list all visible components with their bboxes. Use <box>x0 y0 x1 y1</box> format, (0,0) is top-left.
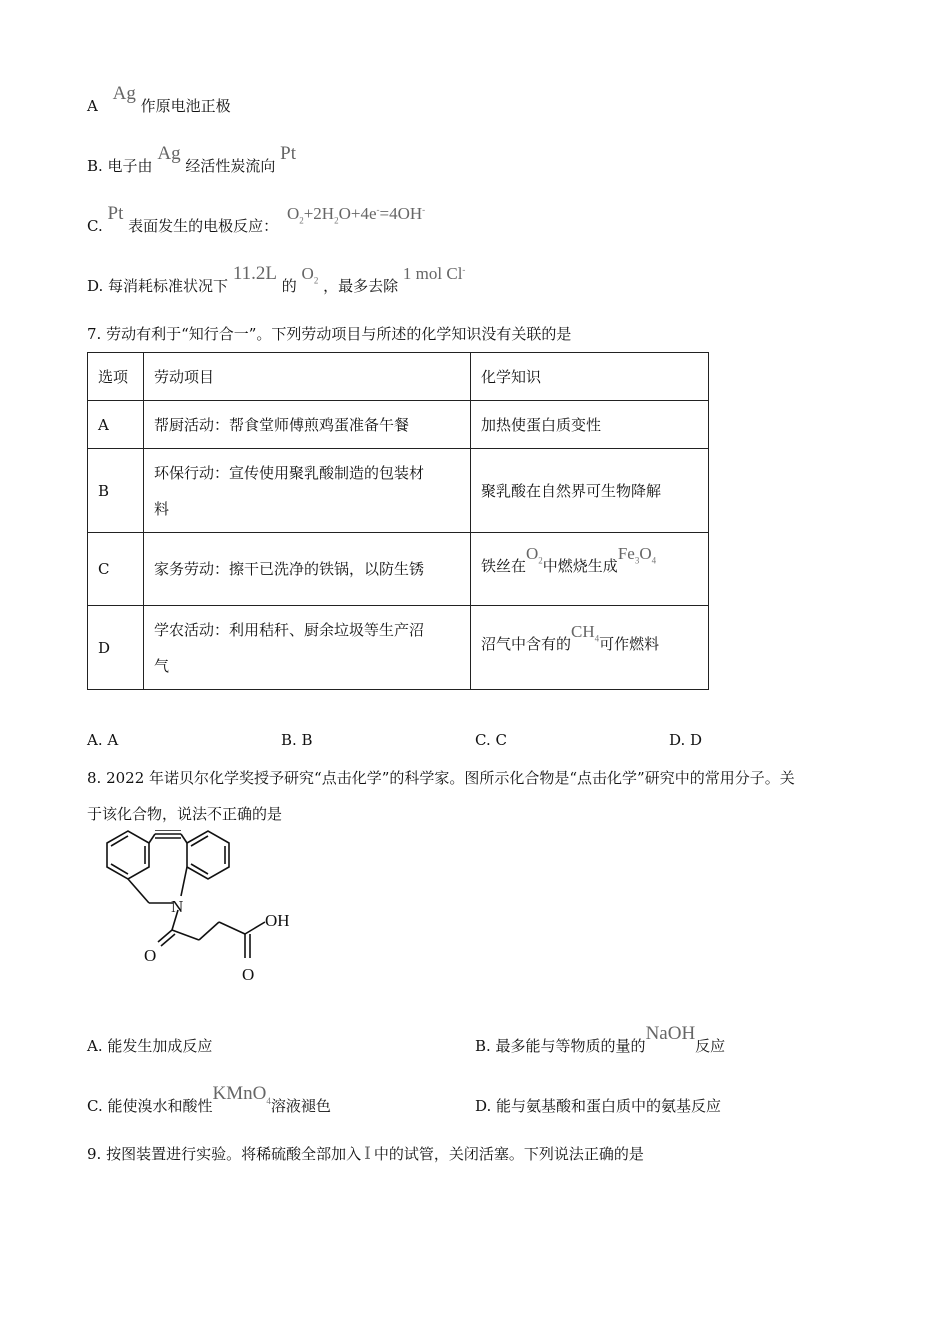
q8-option-b: B. 最多能与等物质的量的NaOH反应 <box>475 1023 726 1055</box>
q8-option-d: D. 能与氨基酸和蛋白质中的氨基反应 <box>475 1097 722 1115</box>
table-row: B 环保行动：宣传使用聚乳酸制造的包装材 料 聚乳酸在自然界可生物降解 <box>88 449 709 533</box>
q6-option-d: D. 每消耗标准状况下 11.2L 的 $O_2$ ，最多去除 1 mol Cl- <box>87 263 466 295</box>
ag-formula: Ag <box>112 83 136 104</box>
o2-formula: $O_2$ <box>301 264 319 286</box>
oxygen-label: O <box>242 965 255 984</box>
q6-option-c: C. Pt 表面发生的电极反应： $O_2+2H_2O+4e^-=4OH^-$ <box>87 203 426 235</box>
q7-choice-a: A. A <box>87 731 119 749</box>
electrode-equation: $O_2+2H_2O+4e^-=4OH^-$ <box>286 204 426 226</box>
pt-formula: Pt <box>280 143 297 164</box>
pt-formula: Pt <box>107 203 124 224</box>
q8-stem-line2: 于该化合物，说法不正确的是 <box>87 805 283 823</box>
fe3o4-formula: $Fe_3O_4$ <box>617 543 657 566</box>
ag-formula: Ag <box>157 143 181 164</box>
hydroxyl-label: OH <box>265 911 290 930</box>
q6-option-b: B. 电子由 Ag 经活性炭流向 Pt <box>87 143 297 175</box>
q8-stem-line1: 8. 2022 年诺贝尔化学奖授予研究“点击化学”的科学家。图所示化合物是“点击化学”研究中的常用分子。关 <box>87 769 795 787</box>
dibenzocyclooctyne-acid-structure <box>87 830 327 990</box>
q8-option-c: C. 能使溴水和酸性KMnO$_4$溶液褪色 <box>87 1083 331 1115</box>
cl-formula: 1 mol Cl- <box>402 264 466 283</box>
table-row: A 帮厨活动：帮食堂师傅煎鸡蛋准备午餐 加热使蛋白质变性 <box>88 401 709 449</box>
kmno4-formula: KMnO$_4$ <box>212 1083 271 1106</box>
q7-stem: 7. 劳动有利于“知行合一”。下列劳动项目与所述的化学知识没有关联的是 <box>87 325 572 343</box>
naoh-formula: NaOH <box>645 1023 696 1044</box>
volume-value: 11.2L <box>232 263 277 284</box>
ch4-formula: $CH_4$ <box>571 622 600 644</box>
q7-choice-d: D. D <box>669 731 703 749</box>
q9-stem: 9. 按图装置进行实验。将稀硫酸全部加入 Ⅰ 中的试管，关闭活塞。下列说法正确的是 <box>87 1144 644 1163</box>
o2-formula: $O_2$ <box>526 543 543 566</box>
roman-one: Ⅰ <box>364 1144 371 1163</box>
molecule-bonds <box>107 830 265 958</box>
table-header-row: 选项 劳动项目 化学知识 <box>88 353 709 401</box>
table-row: C 家务劳动：擦干已洗净的铁锅，以防生锈 铁丝在$O_2$中燃烧生成$Fe_3O_4$ <box>88 533 709 606</box>
q7-choice-c: C. C <box>475 731 507 749</box>
q8-option-a: A. 能发生加成反应 <box>87 1037 213 1055</box>
q6-option-a: A Ag 作原电池正极 <box>87 83 231 115</box>
q7-choice-b: B. B <box>281 731 313 749</box>
nitrogen-label: N <box>171 897 184 916</box>
q7-table <box>87 352 709 690</box>
oxygen-label: O <box>144 946 157 965</box>
table-row: D 学农活动：利用秸秆、厨余垃圾等生产沼 气 沼气中含有的$CH_4$可作燃料 <box>88 606 709 690</box>
